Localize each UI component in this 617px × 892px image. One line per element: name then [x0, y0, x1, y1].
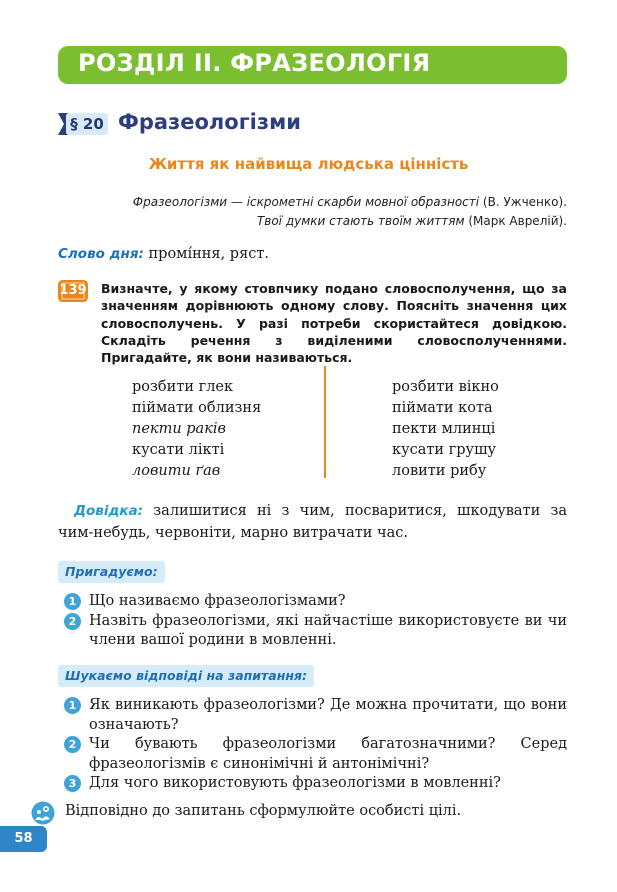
- word-of-day-words: промі́ння, ряст.: [148, 246, 269, 262]
- item-text: Для чого використовують фразеологізми в мовленні?: [89, 775, 501, 791]
- phrase-item: кусати лікті: [132, 442, 225, 458]
- word-of-day-label: Слово дня:: [58, 246, 144, 262]
- phrase-item: розбити вікно: [392, 379, 499, 395]
- item-text: Назвіть фразеологізми, які найчастіше використовуєте ви чи члени вашої родини в мовленні.: [89, 612, 567, 648]
- item-number: 2: [64, 736, 81, 753]
- left-column: [132, 377, 261, 482]
- quote-text: Твої думки стають твоїм життям: [256, 214, 465, 228]
- section-number: § 20: [66, 113, 108, 135]
- item-number: 1: [64, 593, 81, 610]
- item-text: Що називаємо фразеологізмами?: [89, 593, 346, 609]
- phrase-item: пекти млинці: [392, 421, 496, 437]
- exercise-number: 139: [59, 283, 87, 298]
- exercise-text: Визначте, у якому стовпчику подано словосполучення, що за значенням дорівнюють одному слову. Поясніть значення цих словосполучень. У разі потреби скористайтеся довідкою. Складіть речення з виділеними словосполученнями. Пригадайте, як вони називаються.: [101, 281, 567, 366]
- phrase-item: ловити ґав: [132, 463, 221, 479]
- item-text: Як виникають фразеологізми? Де можна прочитати, що вони означають?: [89, 697, 567, 733]
- phrase-item: розбити глек: [132, 379, 234, 395]
- right-column: [392, 377, 499, 482]
- column-divider: [324, 366, 326, 478]
- epigraph-quote: [133, 195, 567, 209]
- chapter-title: РОЗДІЛ ІІ. ФРАЗЕОЛОГІЯ: [78, 49, 431, 77]
- recall-label: Пригадуємо:: [58, 561, 165, 583]
- item-text: Чи бувають фразеологізми багатозначними? Серед фразеологізмів є синонімічні й антонімічні?: [89, 736, 567, 772]
- list-item: [64, 774, 567, 794]
- section-title: Фразеологізми: [118, 110, 301, 134]
- chapter-banner: [58, 46, 567, 84]
- list-item: [64, 696, 567, 735]
- list-item: [64, 612, 567, 651]
- phrase-item: піймати кота: [392, 400, 493, 416]
- list-item: [64, 735, 567, 774]
- item-number: 2: [64, 613, 81, 630]
- item-number: 3: [64, 775, 81, 792]
- phrase-item: піймати облизня: [132, 400, 262, 416]
- hint-text: залишитися ні з чим, посваритися, шкодувати за чим-небудь, червоніти, марно витрачати час.: [58, 503, 567, 541]
- quote-author: (Марк Аврелій).: [468, 214, 567, 228]
- phrase-item: пекти раків: [132, 421, 226, 437]
- lesson-subtitle: Життя як найвища людська цінність: [148, 155, 469, 173]
- hint-label: Довідка:: [74, 503, 144, 519]
- item-number: 1: [64, 697, 81, 714]
- quote-author: (В. Ужченко).: [482, 195, 567, 209]
- phrase-item: кусати грушу: [392, 442, 497, 458]
- phrase-item: ловити рибу: [392, 463, 487, 479]
- goal-text: Відповідно до запитань сформулюйте особисті цілі.: [65, 803, 462, 819]
- word-of-day: [58, 246, 269, 262]
- questions-label: Шукаємо відповіді на запитання:: [58, 665, 314, 687]
- epigraph-quote: [257, 214, 567, 228]
- hint-paragraph: [58, 500, 567, 544]
- list-item: [64, 592, 567, 612]
- target-people-icon: [31, 801, 55, 825]
- questions-list: [64, 696, 567, 794]
- page-number: 58: [0, 826, 47, 852]
- recall-list: [64, 592, 567, 651]
- quote-text: Фразеологізми — іскрометні скарби мовної образності: [132, 195, 480, 209]
